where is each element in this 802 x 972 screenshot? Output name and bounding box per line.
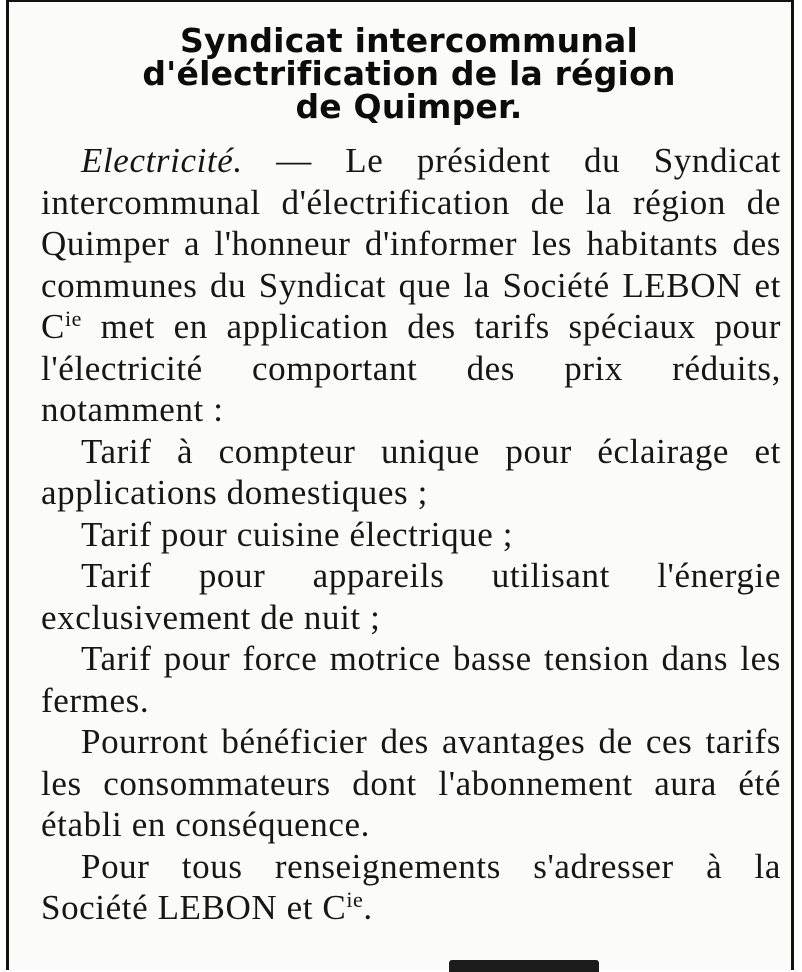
paragraph-benefit: Pourront bénéficier des avantages de ces tarifs les consommateurs dont l'abonnement aura été établi en conséquence. [41, 722, 781, 844]
contact-superscript: ie [346, 887, 364, 912]
intro-text: — Le président du Syndicat intercommunal d'électrification de la région de Quimper a l'honneur d'informer les habitants des communes du Syndicat que la Société LEBON et C [41, 141, 781, 346]
intro-text-end: met en application des tarifs spéciaux pour l'électricité comportant des prix réduits, notamment : [41, 307, 781, 429]
contact-text: Pour tous renseignements s'adresser à la Société LEBON et C [41, 846, 781, 927]
lead-keyword: Electricité. [81, 141, 243, 180]
article-body [41, 140, 781, 929]
paragraph-tarif-1: Tarif à compteur unique pour éclairage et applications domestiques ; [41, 431, 781, 512]
contact-text-end: . [363, 888, 373, 927]
headline-line-2: d'électrification de la région [142, 54, 676, 93]
next-headline-fragment [449, 960, 599, 972]
paragraph-tarif-3: Tarif pour appareils utilisant l'énergie exclusivement de nuit ; [41, 556, 781, 637]
intro-superscript: ie [64, 306, 83, 331]
headline [29, 21, 789, 126]
headline-line-1: Syndicat intercommunal [179, 21, 638, 60]
paragraph-tarif-4: Tarif pour force motrice basse tension dans les fermes. [41, 639, 781, 720]
headline-line-3: de Quimper. [295, 87, 523, 126]
article-frame [6, 0, 794, 970]
paragraph-tarif-2: Tarif pour cuisine électrique ; [81, 514, 514, 554]
paragraph-intro [41, 140, 781, 431]
paragraph-contact [41, 846, 781, 929]
